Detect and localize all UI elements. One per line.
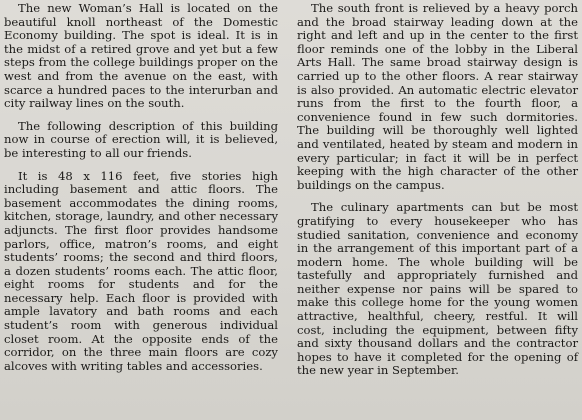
paragraph: The new Woman’s Hall is located on the beautiful knoll northeast of the Domestic Economy building. The spot is ideal. It is in the midst of a retired grove and yet but a few steps from the college buildings proper on the west and from the avenue on the east, with scarce a hundred paces to the interurban and city railway lines on the south. (4, 1, 278, 111)
left-column (4, 2, 278, 373)
right-column (297, 2, 578, 378)
paragraph: The following description of this building now in course of erection will, it is believed, be interesting to all our friends. (4, 118, 278, 160)
paragraph: The culinary apartments can but be most gratifying to every housekeeper who has studied sanitation, convenience and economy in the arrangement of this important part of a modern home. The whole building will be tastefully and appropriately furnished and neither expense nor pains will be spared to make this college home for the young women attractive, healthful, cheery, restful. It will cost, including the equipment, between fifty and sixty thousand dollars and the contractor hopes to have it completed for the opening of the new year in September. (297, 200, 578, 378)
paragraph: The south front is relieved by a heavy porch and the broad stairway leading down at the right and left and up in the center to the first floor reminds one of the lobby in the Liberal Arts Hall. The same broad stairway design is carried up to the other floors. A rear stairway is also provided. An automatic electric elevator runs from the first to the fourth floor, a convenience found in few such dormitories. The building will be thoroughly well lighted and ventilated, heated by steam and modern in every particular; in fact it will be in perfect keeping with the high character of the other buildings on the campus. (297, 1, 578, 192)
paragraph: It is 48 x 116 feet, five stories high including basement and attic floors. The basement accommodates the dining rooms, kitchen, storage, laundry, and other necessary adjuncts. The first floor provides handsome parlors, office, matron’s rooms, and eight students’ rooms; the second and third floors, a dozen students’ rooms each. The attic floor, eight rooms for students and for the necessary help. Each floor is provided with ample lavatory and bath rooms and each student’s room with generous individual closet room. At the opposite ends of the corridor, on the three main floors are cozy alcoves with writing tables and accessories. (4, 168, 278, 373)
